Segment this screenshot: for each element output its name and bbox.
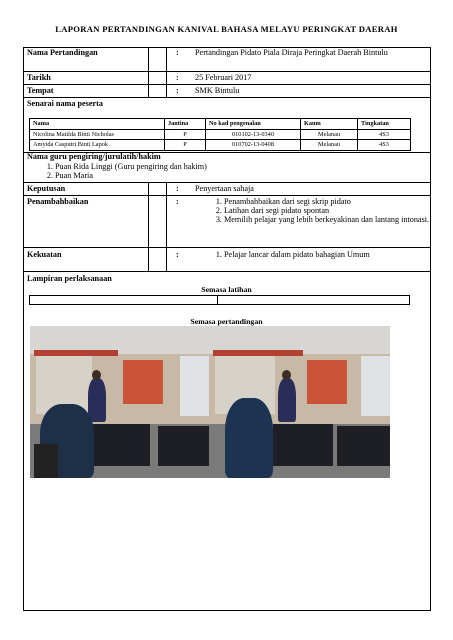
col-header-ic: No kad pengenalan	[206, 119, 301, 130]
kekuatan-list	[206, 250, 370, 259]
col-header-tingkatan: Tingkatan	[358, 119, 411, 130]
col-header-jantina: Jantina	[165, 119, 206, 130]
table-header-row	[30, 119, 411, 130]
value-tarikh: 25 Februari 2017	[195, 73, 252, 82]
label-lampiran: Lampiran perlaksanaan	[27, 274, 112, 283]
colon: :	[176, 73, 179, 82]
row-kekuatan	[23, 248, 431, 272]
cell-kaum: Melanau	[301, 140, 358, 151]
divider	[148, 47, 149, 98]
photo-competition-2	[209, 326, 390, 478]
row-tempat	[23, 85, 431, 98]
list-item: 1. Pelajar lancar dalam pidato bahagian Umum	[224, 250, 370, 259]
caption-latihan: Semasa latihan	[201, 285, 252, 294]
value-nama-pertandingan: Pertandingan Pidato Piala Diraja Peringkat Daerah Bintulu	[195, 48, 388, 57]
cell-nama: Nicolina Matilda Binti Nicholas	[30, 129, 165, 140]
cell-nama: Amyida Casputri Binti Lapok	[30, 140, 165, 151]
guru-list	[37, 162, 207, 180]
list-item: 3. Memilih pelajar yang lebih berkeyakinan dan lantang intonasi.	[224, 215, 439, 224]
cell-tingkatan: 4S3	[358, 129, 411, 140]
report-title: LAPORAN PERTANDINGAN KANIVAL BAHASA MELAYU PERINGKAT DAERAH	[55, 24, 398, 34]
colon: :	[176, 48, 179, 57]
colon: :	[176, 184, 179, 193]
value-tempat: SMK Bintulu	[195, 86, 240, 95]
divider	[217, 295, 218, 305]
cell-kaum: Melanau	[301, 129, 358, 140]
col-header-kaum: Kaum	[301, 119, 358, 130]
col-header-nama: Nama	[30, 119, 165, 130]
list-item: 1. Penambahbaikan dari segi skrip pidato	[224, 197, 439, 206]
colon: :	[176, 86, 179, 95]
caption-pertandingan: Semasa pertandingan	[190, 317, 263, 326]
row-keputusan	[23, 183, 431, 196]
label-nama-pertandingan: Nama Pertandingan	[27, 48, 98, 57]
row-nama-pertandingan	[23, 47, 431, 72]
list-item: 2. Puan Maria	[55, 171, 207, 180]
photo-competition-1	[30, 326, 211, 478]
label-tarikh: Tarikh	[27, 73, 51, 82]
list-item: 2. Latihan dari segi pidato spontan	[224, 206, 439, 215]
colon: :	[176, 250, 179, 259]
table-row	[30, 140, 411, 151]
value-keputusan: Penyertaan sahaja	[195, 184, 254, 193]
row-tarikh	[23, 72, 431, 85]
penambahbaikan-list	[206, 197, 439, 224]
colon: :	[176, 197, 179, 206]
section-guru	[23, 153, 431, 183]
label-peserta: Senarai nama peserta	[27, 99, 103, 108]
label-keputusan: Keputusan	[27, 184, 66, 193]
label-kekuatan: Kekuatan	[27, 250, 62, 259]
label-tempat: Tempat	[27, 86, 54, 95]
cell-jantina: P	[165, 140, 206, 151]
divider	[166, 183, 167, 272]
cell-ic: 010102-13-0340	[206, 129, 301, 140]
divider	[148, 183, 149, 272]
participants-table	[29, 118, 411, 151]
table-row	[30, 129, 411, 140]
label-guru: Nama guru pengiring/jurulatih/hakim	[27, 152, 161, 161]
list-item: 1. Puan Rida Linggi (Guru pengiring dan hakim)	[55, 162, 207, 171]
cell-ic: 010702-13-0408	[206, 140, 301, 151]
label-penambahbaikan: Penambahbaikan	[27, 197, 89, 206]
cell-tingkatan: 4S3	[358, 140, 411, 151]
divider	[166, 47, 167, 98]
row-penambahbaikan	[23, 196, 431, 248]
latihan-box	[29, 295, 410, 305]
cell-jantina: P	[165, 129, 206, 140]
